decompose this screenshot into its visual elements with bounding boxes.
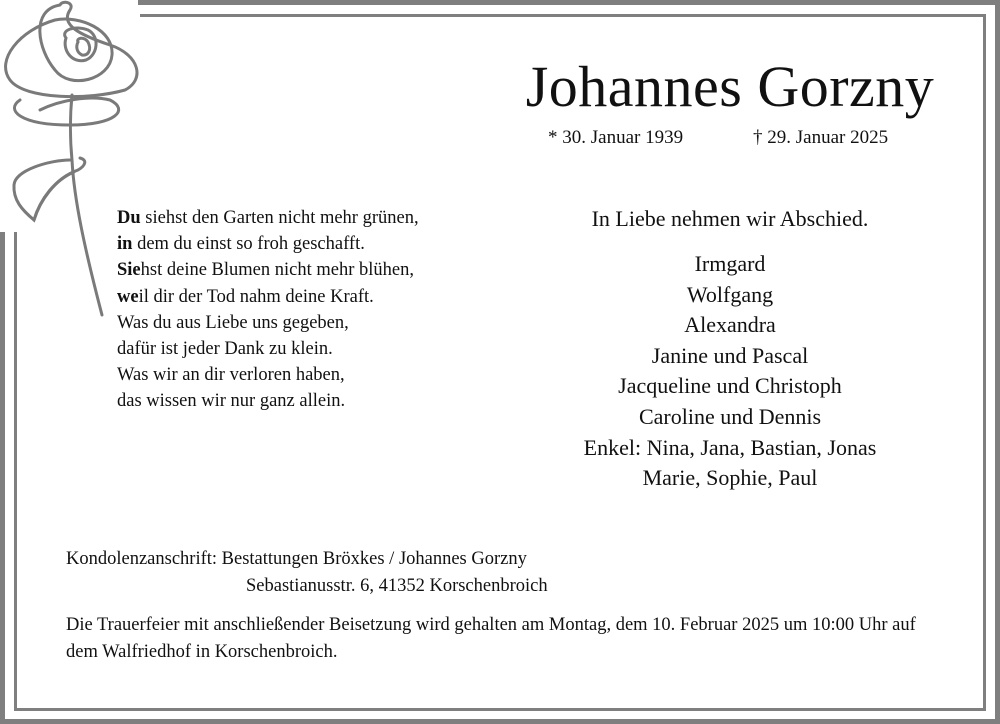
deceased-name: Johannes Gorzny	[525, 54, 935, 119]
poem-line: in dem du einst so froh geschafft.	[117, 234, 365, 255]
frame-inner-right	[983, 14, 986, 711]
poem	[117, 205, 419, 415]
condolence-line-2: Sebastianusstr. 6, 41352 Korschenbroich	[246, 576, 548, 596]
poem-line: Siehst deine Blumen nicht mehr blühen,	[117, 260, 414, 281]
frame-inner-top	[140, 14, 986, 17]
birth-date: * 30. Januar 1939	[548, 127, 684, 148]
poem-line: Was du aus Liebe uns gegeben,	[117, 312, 349, 333]
poem-line: Du siehst den Garten nicht mehr grünen,	[117, 208, 419, 228]
condolence-row-1	[66, 546, 548, 573]
life-dates	[548, 126, 888, 150]
poem-line: Was wir an dir verloren haben,	[117, 365, 345, 386]
mourner-name: Jacqueline und Christoph	[618, 373, 842, 399]
mourner-name: Wolfgang	[686, 281, 774, 307]
condolence-label: Kondolenzanschrift:	[66, 549, 218, 569]
frame-outer-top	[138, 0, 1000, 5]
condolence-line-1: Bestattungen Bröxkes / Johannes Gorzny	[221, 549, 527, 569]
poem-line: das wissen wir nur ganz allein.	[117, 391, 346, 412]
death-date: † 29. Januar 2025	[753, 127, 889, 148]
frame-outer-right	[995, 0, 1000, 724]
frame-outer-bottom	[0, 719, 1000, 724]
mourner-name: Enkel: Nina, Jana, Bastian, Jonas	[583, 434, 877, 460]
mourner-name: Caroline und Dennis	[638, 403, 822, 429]
condolence-address	[66, 546, 548, 600]
poem-line: dafür ist jeder Dank zu klein.	[117, 339, 333, 360]
mourner-name: Marie, Sophie, Paul	[642, 465, 818, 491]
mourner-name: Irmgard	[694, 251, 766, 276]
mourner-name: Janine und Pascal	[651, 342, 809, 368]
frame-inner-bottom	[14, 708, 986, 711]
mourner-name: Alexandra	[684, 312, 776, 338]
poem-line: weil dir der Tod nahm deine Kraft.	[117, 286, 374, 307]
mourners-list	[520, 249, 940, 494]
ceremony-info: Die Trauerfeier mit anschließender Beisetzung wird gehalten am Montag, dem 10. Februar 2025 um 10:00 Uhr auf dem Walfriedhof in Korschenbroich.	[66, 615, 916, 662]
farewell-heading: In Liebe nehmen wir Abschied.	[591, 206, 869, 231]
